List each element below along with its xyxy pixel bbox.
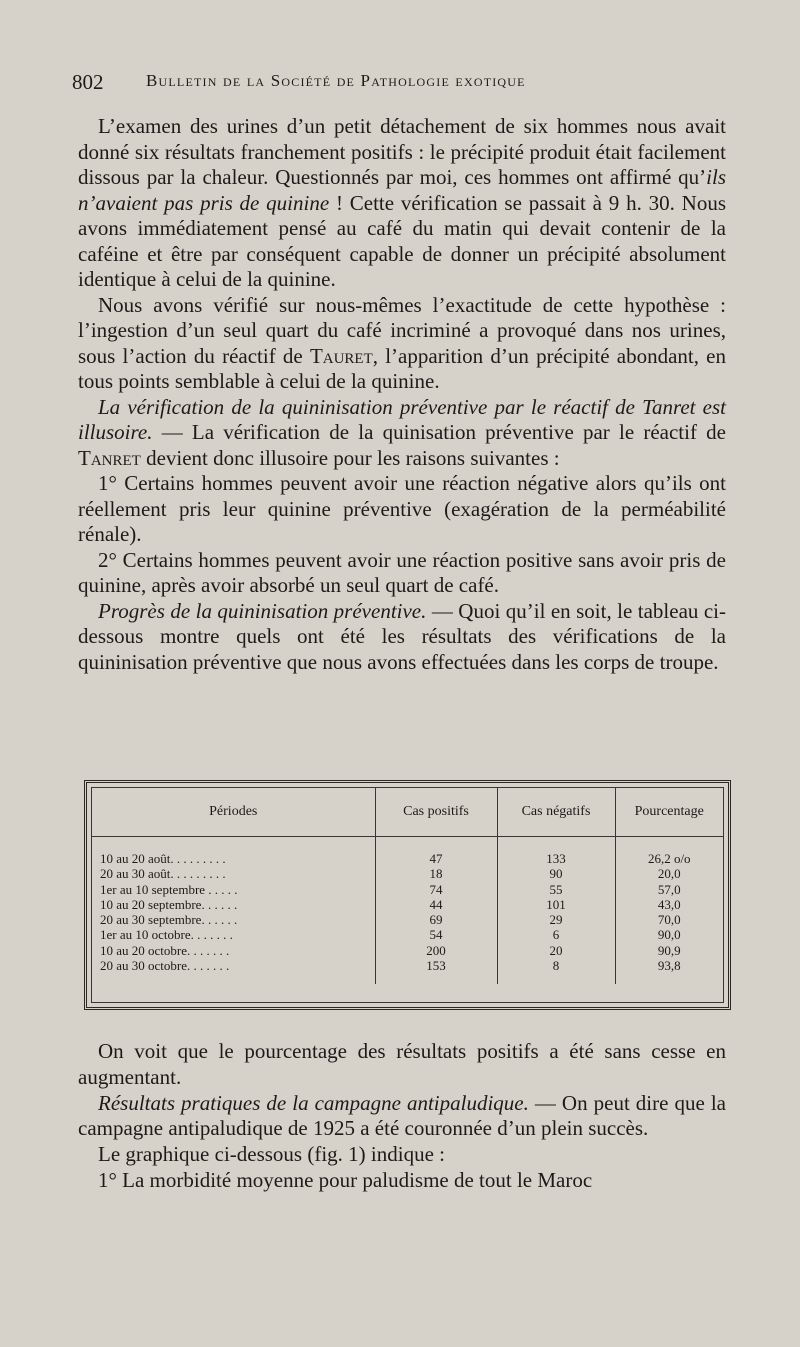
paragraph-text: devient donc illusoire pour les raisons suivantes :: [140, 445, 560, 470]
cell-percent: 20,0: [657, 866, 681, 882]
table-row: [92, 897, 723, 912]
results-table-frame: [84, 780, 731, 1010]
cell-percent: 93,8: [657, 958, 681, 974]
cell-period: 10 au 20 août. . . . . . . . .: [92, 851, 375, 866]
cell-percent: 90,9: [657, 942, 681, 958]
paragraph-text: — On peut dire que la campagne antipaludique de 1925 a été couronnée d’un plein succès.: [78, 1090, 726, 1141]
author-name: Tauret: [309, 343, 373, 368]
page-header: [72, 66, 720, 100]
cell-negative: 6: [497, 927, 615, 942]
cell-negative: 8: [497, 958, 615, 984]
paragraph-text: L’examen des urines d’un petit détachement de six hommes nous avait donné six résultats franchement positifs : le précipité produit était facilement dissous par la chaleur. Questionnés par moi, ces hommes ont affirmé qu’: [78, 114, 726, 189]
table-spacer-row: [92, 837, 723, 852]
paragraph-text: Nous avons vérifié sur nous-mêmes l’exactitude de cette hypothèse : l’ingestion d’un seul quart du café incriminé a provoqué dans nos urines, sous l’action du réactif de: [78, 292, 726, 368]
cell-negative: 55: [497, 882, 615, 897]
cell-positive: 47: [375, 851, 497, 866]
cell-period: 1er au 10 septembre . . . . .: [92, 882, 375, 897]
cell-negative: 20: [497, 943, 615, 958]
author-name: Tanret: [78, 445, 141, 470]
table-row: [92, 943, 723, 958]
table-row: [92, 882, 723, 897]
header-cas-positifs: Cas positifs: [375, 788, 497, 837]
table-row: [92, 851, 723, 866]
cell-period: 10 au 20 octobre. . . . . . .: [92, 943, 375, 958]
cell-negative: 101: [497, 897, 615, 912]
cell-positive: 54: [375, 927, 497, 942]
cell-positive: 74: [375, 882, 497, 897]
cell-negative: 29: [497, 912, 615, 927]
cell-period: 1er au 10 octobre. . . . . . .: [92, 927, 375, 942]
header-cas-negatifs: Cas négatifs: [497, 788, 615, 837]
cell-percent: 26,2 o/o: [647, 851, 691, 866]
paragraph-illusory: [78, 395, 726, 472]
cell-percent: 43,0: [657, 896, 681, 912]
cell-percent: 70,0: [657, 912, 681, 928]
header-periodes: Périodes: [92, 788, 375, 837]
paragraph-hypothesis: [78, 293, 726, 395]
paragraph-text: — Quoi qu’il en soit, le tableau ci-dessous montre quels ont été les résultats des vérifications de la quininisation préventive que nous avons effectuées dans les corps de troupe.: [78, 598, 726, 674]
header-pourcentage: Pourcentage: [615, 788, 723, 837]
body-text-bottom: [78, 1039, 726, 1194]
paragraph-morbidity: 1° La morbidité moyenne pour paludisme de tout le Maroc: [98, 1167, 593, 1192]
section-heading: Résultats pratiques de la campagne antipaludique.: [98, 1090, 529, 1115]
section-heading: La vérification de la quininisation préventive par le réactif de Tanret est illusoire.: [78, 394, 726, 444]
running-title: Bulletin de la Société de Pathologie exotique: [146, 71, 526, 90]
section-heading: Progrès de la quininisation préventive.: [98, 598, 427, 623]
paragraph-graph-intro: Le graphique ci-dessous (fig. 1) indique :: [98, 1142, 445, 1167]
paragraph-reason-2: 2° Certains hommes peuvent avoir une réaction positive sans avoir pris de quinine, après avoir absorbé un seul quart de café.: [78, 547, 726, 597]
paragraph-progress: [78, 599, 726, 676]
cell-percent: 90,0: [657, 927, 681, 943]
paragraph-urine-exam: [78, 114, 726, 293]
cell-positive: 153: [375, 958, 497, 984]
italic-phrase: ils n’avaient pas pris de quinine: [78, 165, 726, 215]
table-row: [92, 912, 723, 927]
paragraph-text: ! Cette vérification se passait à 9 h. 30. Nous avons immédiatement pensé au café du matin qui devait contenir de la caféine et être par conséquent capable de donner un précipité absolument identique à celui de la quinine.: [78, 190, 727, 291]
paragraph-conclusion: On voit que le pourcentage des résultats positifs a été sans cesse en augmentant.: [78, 1039, 726, 1089]
table-row: [92, 866, 723, 881]
paragraph-campaign-results: [78, 1091, 726, 1143]
page-number: 802: [72, 70, 104, 94]
cell-negative: 90: [497, 866, 615, 881]
cell-positive: 69: [375, 912, 497, 927]
body-text-top: [78, 114, 726, 675]
cell-negative: 133: [497, 851, 615, 866]
table-row: [92, 958, 723, 984]
cell-period: 20 au 30 août. . . . . . . . .: [92, 866, 375, 881]
paragraph-text: , l’apparition d’un précipité abondant, en tous points semblable à celui de la quinine.: [78, 343, 726, 393]
cell-period: 20 au 30 septembre. . . . . .: [92, 912, 375, 927]
cell-positive: 200: [375, 943, 497, 958]
table-header-row: [92, 788, 723, 837]
cell-percent: 57,0: [657, 881, 681, 897]
paragraph-text: — La vérification de la quinisation préventive par le réactif de: [152, 420, 726, 444]
paragraph-reason-1: 1° Certains hommes peuvent avoir une réaction négative alors qu’ils ont réellement pris leur quinine préventive (exagération de la perméabilité rénale).: [78, 471, 726, 546]
cell-period: 10 au 20 septembre. . . . . .: [92, 897, 375, 912]
cell-positive: 44: [375, 897, 497, 912]
cell-period: 20 au 30 octobre. . . . . . .: [92, 958, 375, 984]
cell-positive: 18: [375, 866, 497, 881]
table-row: [92, 927, 723, 942]
results-table: [92, 788, 723, 984]
